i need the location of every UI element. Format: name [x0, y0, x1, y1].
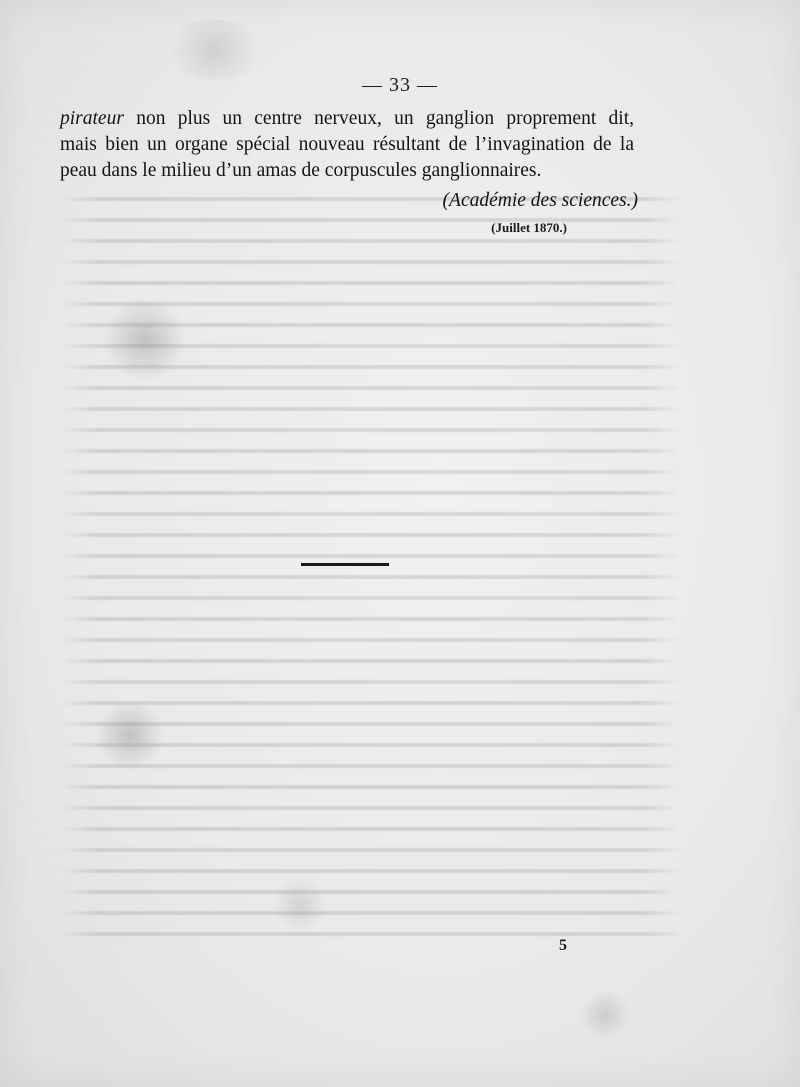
text-line [60, 106, 634, 132]
paper-stain [95, 700, 165, 770]
citation-date: (Juillet 1870.) [491, 220, 567, 235]
paper-stain [270, 880, 330, 930]
signature-mark: 5 [559, 937, 567, 954]
source-citation: (Académie des sciences.) [442, 190, 638, 211]
italic-word: pirateur [60, 108, 124, 129]
paper-stain [100, 300, 190, 380]
text-fragment: non plus un centre nerveux, un ganglion proprement dit, [123, 108, 634, 129]
section-divider [301, 563, 389, 566]
page-number: — 33 — [362, 74, 438, 96]
body-paragraph [60, 106, 634, 184]
paper-stain [580, 990, 630, 1040]
text-line: peau dans le milieu d’un amas de corpuscules ganglionnaires. [60, 160, 542, 181]
paper-stain [160, 20, 270, 80]
text-line: mais bien un organe spécial nouveau résultant de l’invagination de la [60, 134, 634, 155]
